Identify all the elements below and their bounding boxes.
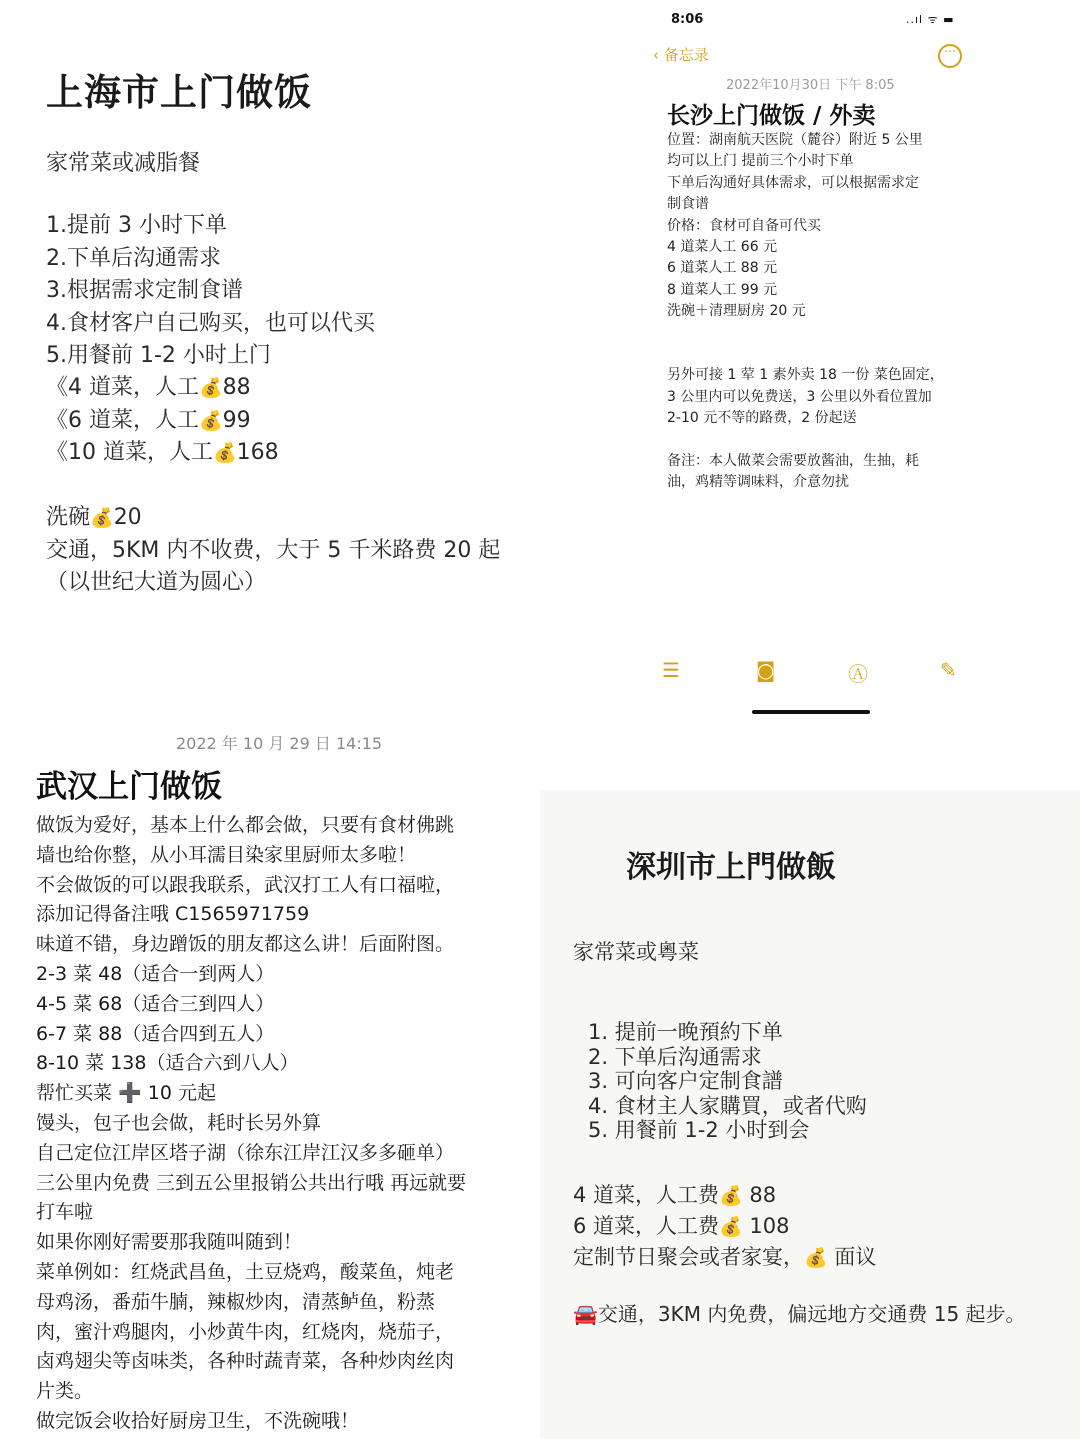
notes-toolbar [640,658,1080,694]
step-item: 4.食材客户自己购买，也可以代买 [46,310,375,336]
note-line: 墙也给你整，从小耳濡目染家里厨师太多啦！ [36,843,417,866]
shanghai-subtitle: 家常菜或减脂餐 [46,151,201,176]
dishwash-amount: 20 [113,505,142,530]
note-line: 6 道菜人工 88 元 [667,260,778,277]
step-item: 2. 下单后沟通需求 [588,1044,762,1069]
transport-text: 交通，3KM 内免费，偏远地方交通费 15 起步。 [597,1302,1026,1326]
note-line: 制食谱 [667,196,709,213]
step-item: 3.根据需求定制食谱 [46,278,243,303]
note-line: 三公里内免费 三到五公里报销公共出行哦 再远就要 [36,1171,467,1194]
note-line: 2-10 元不等的路费，2 份起送 [667,410,857,427]
shenzhen-subtitle: 家常菜或粵菜 [573,940,699,964]
home-indicator [752,710,870,714]
money-bag-icon: 💰 [90,507,114,529]
price-amount: 168 [236,440,279,465]
note-title: 长沙上门做饭 / 外卖 [667,103,876,129]
car-icon: 🚘 [573,1302,598,1326]
shanghai-note-panel [0,0,540,705]
money-bag-icon: 💰 [213,442,237,464]
status-time: 8:06 [671,12,704,27]
note-line: 菜单例如：红烧武昌鱼，土豆烧鸡，酸菜鱼，炖老 [36,1260,455,1283]
price-label: 《4 道菜，人工 [46,375,199,400]
shenzhen-transport [573,1298,1026,1327]
note-line: 另外可接 1 荤 1 素外卖 18 一份 菜色固定， [667,367,944,384]
note-date: 2022 年 10 月 29 日 14:15 [176,734,383,753]
shenzhen-prices [573,1180,876,1273]
price-item [46,405,279,438]
transport-line: 交通，5KM 内不收费，大于 5 千米路费 20 起 [46,537,501,563]
note-line: 3 公里内可以免费送，3 公里以外看位置加 [667,388,932,405]
shanghai-steps [46,210,375,373]
shanghai-extra [46,502,500,600]
note-line: 价格：食材可自备可代买 [667,217,821,234]
wuhan-note-panel [0,725,540,1439]
note-date: 2022年10月30日 下午 8:05 [726,78,895,93]
compose-icon[interactable]: ✎ [940,658,957,682]
note-line: 备注：本人做菜会需要放酱油，生抽，耗 [667,453,919,470]
step-item: 5.用餐前 1-2 小时上门 [46,343,271,368]
wuhan-title: 武汉上门做饭 [36,769,222,805]
note-line: 片类。 [36,1380,94,1403]
note-line: 自己定位江岸区塔子湖（徐东江岸江汉多多砸单） [36,1141,455,1164]
note-line: 6-7 菜 88（适合四到五人） [36,1022,275,1045]
price-amount: 108 [749,1214,790,1238]
shanghai-title: 上海市上门做饭 [46,71,312,114]
camera-icon[interactable]: ◙ [756,658,776,682]
dishwash-label: 洗碗 [46,505,91,530]
note-line: 如果你刚好需要那我随叫随到！ [36,1231,303,1254]
price-amount: 88 [749,1183,777,1207]
note-line [667,430,944,451]
step-item: 2.下单后沟通需求 [46,245,221,271]
dishwash-line [46,502,500,535]
note-line: 2-3 菜 48（适合一到两人） [36,962,275,985]
step-item: 5. 用餐前 1-2 小时到会 [588,1118,810,1142]
money-bag-icon: 💰 [719,1216,743,1238]
step-item: 1.提前 3 小时下单 [46,213,227,238]
note-line: 肉，蜜汁鸡腿肉，小炒黄牛肉，红烧肉，烧茄子， [36,1320,455,1343]
shanghai-prices [46,372,279,470]
price-label: 定制节日聚会或者家宴， [573,1245,804,1269]
step-item: 1. 提前一晚預約下单 [588,1020,783,1044]
price-label: 《10 道菜，人工 [46,440,213,465]
price-amount: 99 [222,407,251,433]
note-line: 添加记得备注哦 C1565971759 [36,903,310,926]
note-line: 8-10 菜 138（适合六到八人） [36,1052,299,1075]
back-label: 备忘录 [663,46,709,64]
markup-pen-icon[interactable]: Ⓐ [848,662,868,686]
back-button[interactable] [653,44,709,65]
status-icons: ..ıl ᯤ ▬ [906,13,955,26]
note-line: 不会做饭的可以跟我联系，武汉打工人有口福啦， [36,873,455,896]
price-amount: 88 [222,375,251,400]
note-line [667,344,944,365]
shenzhen-steps [588,1020,867,1143]
note-line: 位置：湖南航天医院（麓谷）附近 5 公里 [667,132,923,148]
price-label: 《6 道菜，人工 [46,407,199,433]
price-label: 6 道菜，人工费 [573,1214,720,1238]
note-line: 油，鸡精等调味料，介意勿扰 [667,474,849,491]
note-line: 做完饭会收拾好厨房卫生，不洗碗哦！ [36,1409,360,1432]
price-item [573,1180,876,1211]
note-line: 4-5 菜 68（适合三到四人） [36,992,275,1015]
note-line: 洗碗＋清理厨房 20 元 [667,303,806,320]
more-options-button[interactable]: ··· [938,44,962,68]
price-label: 4 道菜，人工费 [573,1183,720,1207]
note-line: 味道不错，身边蹭饭的朋友都这么讲！后面附图。 [36,933,455,956]
transport-note: （以世纪大道为圆心） [46,570,267,595]
note-line [667,323,944,344]
note-line: 打车啦 [36,1201,94,1224]
checklist-icon[interactable]: ☰ [662,658,680,682]
step-item: 3. 可向客户定制食譜 [588,1069,783,1093]
note-body[interactable] [667,130,944,494]
chevron-left-icon: ‹ [653,46,664,64]
price-item [573,1242,876,1273]
money-bag-icon: 💰 [804,1247,828,1269]
changsha-note-screen [640,0,1080,725]
note-line: 做饭为爱好，基本上什么都会做，只要有食材佛跳 [36,814,455,836]
shenzhen-title: 深圳市上門做飯 [626,850,836,885]
note-line: 4 道菜人工 66 元 [667,239,778,256]
note-line: 帮忙买菜 ➕ 10 元起 [36,1082,216,1105]
price-item [46,372,279,405]
money-bag-icon: 💰 [199,377,223,399]
note-line: 均可以上门 提前三个小时下单 [667,153,854,170]
note-line: 母鸡汤，番茄牛腩，辣椒炒肉，清蒸鲈鱼，粉蒸 [36,1290,436,1313]
note-line: 馒头，包子也会做，耗时长另外算 [36,1111,322,1134]
money-bag-icon: 💰 [199,409,223,432]
note-line: 卤鸡翅尖等卤味类，各种时蔬青菜，各种炒肉丝肉 [36,1350,455,1373]
wuhan-body [36,811,466,1437]
note-line: 8 道菜人工 99 元 [667,281,778,298]
money-bag-icon: 💰 [719,1185,743,1207]
shenzhen-note-panel [540,790,1080,1439]
price-item [573,1211,876,1242]
price-item [46,437,279,470]
price-amount: 面议 [834,1245,877,1269]
note-line: 下单后沟通好具体需求，可以根据需求定 [667,174,919,191]
step-item: 4. 食材主人家購買，或者代购 [588,1093,867,1118]
